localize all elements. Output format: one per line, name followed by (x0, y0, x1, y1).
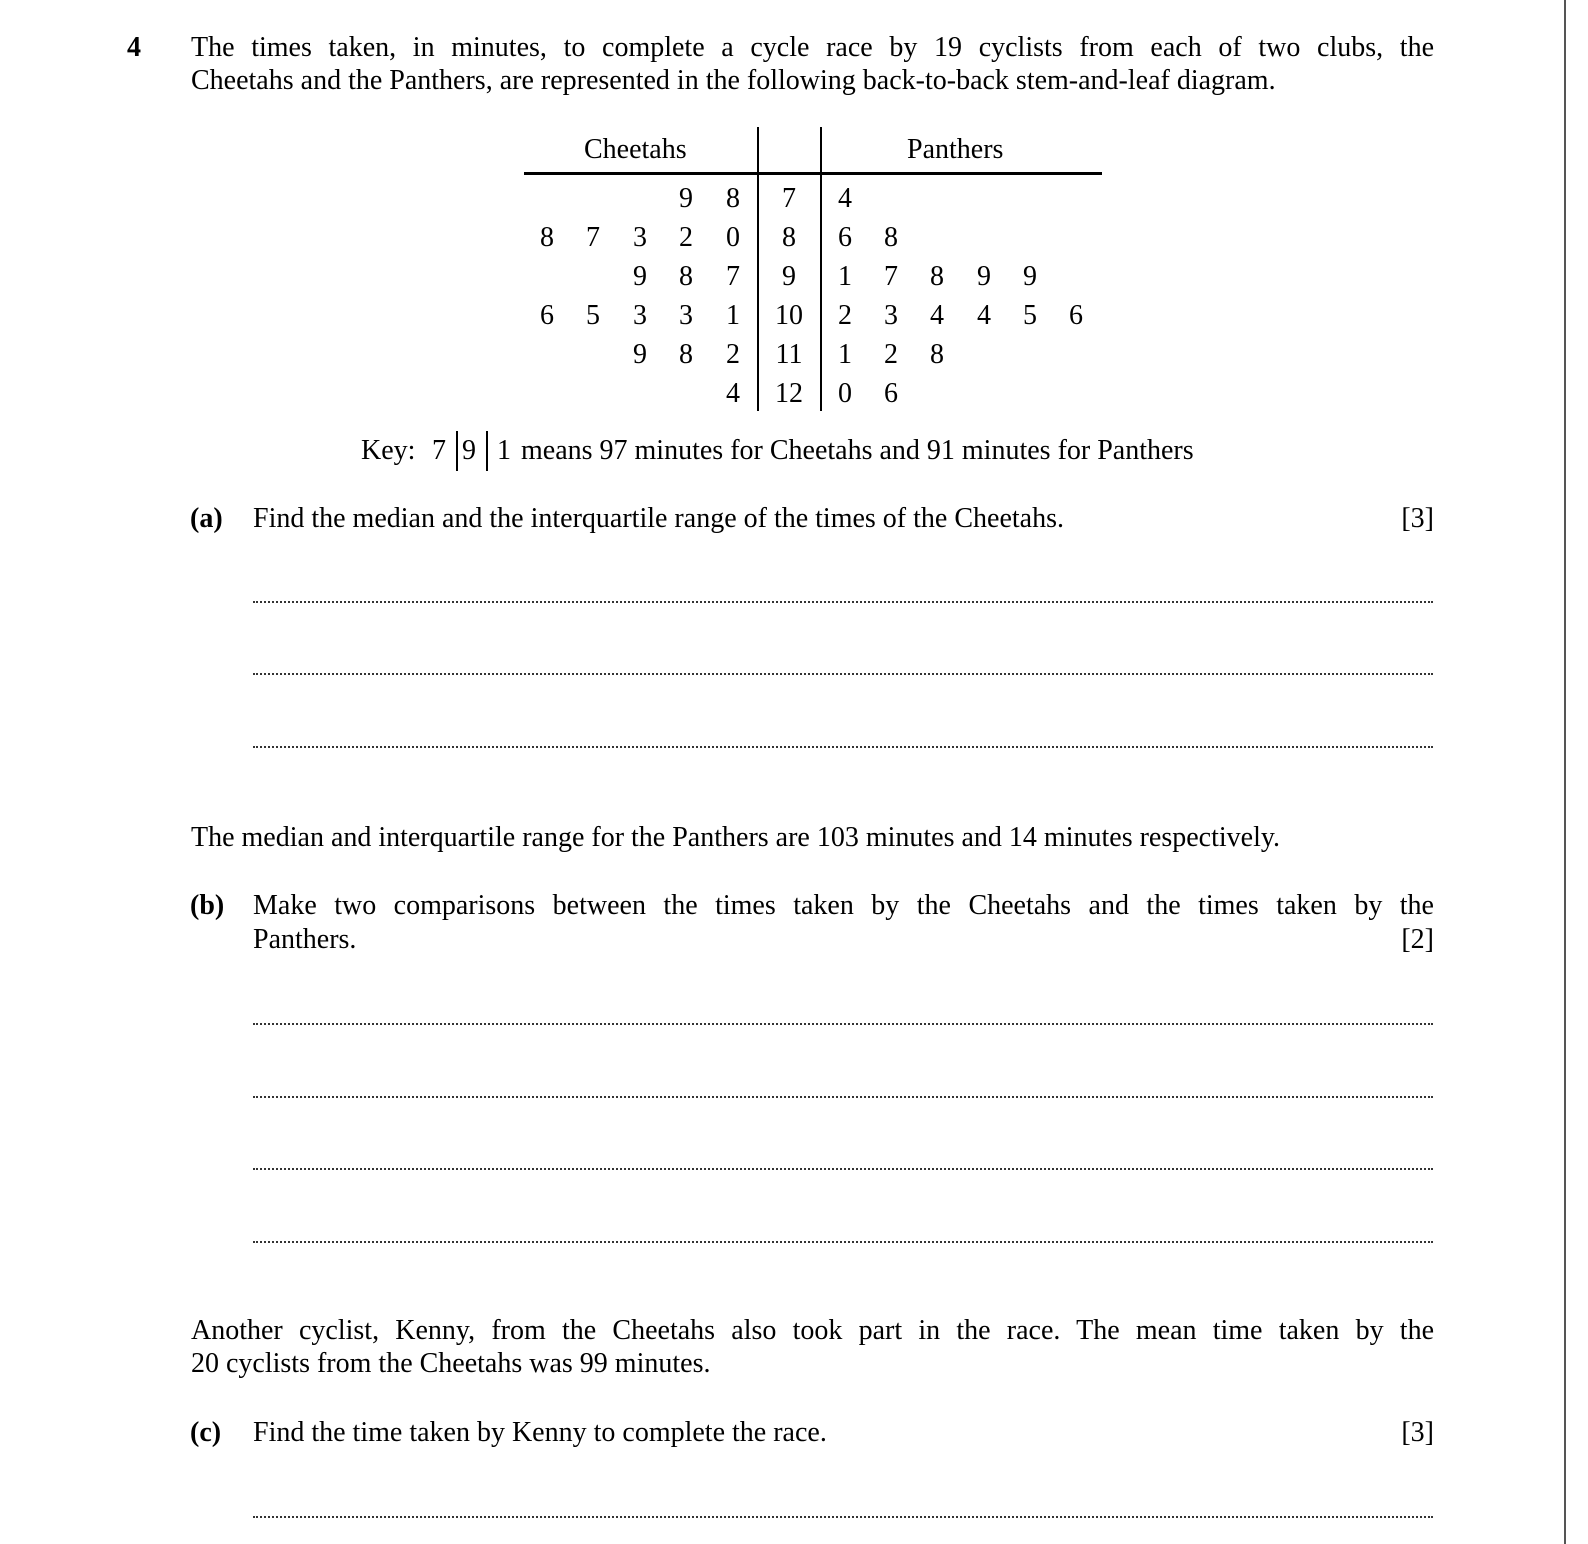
panthers-leaf: 2 (884, 339, 898, 370)
panthers-leaf: 8 (884, 222, 898, 253)
stem-value: 11 (775, 339, 803, 370)
part-a-question: Find the median and the interquartile range of the times of the Cheetahs. (253, 503, 1064, 534)
panthers-leaf: 8 (930, 339, 944, 370)
cheetahs-leaf: 6 (540, 300, 554, 331)
panthers-leaf: 2 (838, 300, 852, 331)
answer-line[interactable] (253, 673, 1433, 675)
cheetahs-leaf: 4 (726, 378, 740, 409)
page-edge (1564, 0, 1566, 1544)
panthers-header: Panthers (907, 134, 1004, 165)
cheetahs-leaf: 8 (679, 339, 693, 370)
panthers-leaf: 4 (977, 300, 991, 331)
part-c-question: Find the time taken by Kenny to complete the race. (253, 1417, 827, 1448)
part-b-question-line-2: Panthers. (253, 924, 357, 955)
key-rule-left (456, 431, 458, 471)
panthers-leaf: 5 (1023, 300, 1037, 331)
stem-value: 9 (782, 261, 796, 292)
stem-left-rule (757, 127, 759, 411)
panthers-leaf: 1 (838, 339, 852, 370)
intro-line-1: The times taken, in minutes, to complete a cycle race by 19 cyclists from each of two clubs, the (191, 32, 1434, 63)
key-text: means 97 minutes for Cheetahs and 91 minutes for Panthers (521, 435, 1194, 466)
cheetahs-leaf: 2 (726, 339, 740, 370)
header-rule (524, 172, 1102, 175)
panthers-leaf: 4 (838, 183, 852, 214)
kenny-info-line-1: Another cyclist, Kenny, from the Cheetahs also took part in the race. The mean time taken by the (191, 1315, 1434, 1346)
answer-line[interactable] (253, 1096, 1433, 1098)
kenny-info-line-2: 20 cyclists from the Cheetahs was 99 minutes. (191, 1348, 711, 1379)
part-b-question-line-1: Make two comparisons between the times taken by the Cheetahs and the times taken by the (253, 890, 1434, 921)
cheetahs-leaf: 1 (726, 300, 740, 331)
answer-line[interactable] (253, 1023, 1433, 1025)
cheetahs-leaf: 5 (586, 300, 600, 331)
stem-value: 10 (775, 300, 803, 331)
intro-line-2: Cheetahs and the Panthers, are represented in the following back-to-back stem-and-leaf diagram. (191, 65, 1276, 96)
panthers-leaf: 4 (930, 300, 944, 331)
key-rule-right (486, 431, 488, 471)
key-stem: 9 (462, 435, 476, 466)
panthers-leaf: 8 (930, 261, 944, 292)
cheetahs-leaf: 3 (679, 300, 693, 331)
part-c-marks: [3] (1401, 1417, 1434, 1448)
panthers-leaf: 7 (884, 261, 898, 292)
part-a-marks: [3] (1401, 503, 1434, 534)
panthers-leaf: 3 (884, 300, 898, 331)
panthers-leaf: 9 (1023, 261, 1037, 292)
answer-line[interactable] (253, 1241, 1433, 1243)
answer-line[interactable] (253, 1516, 1433, 1518)
cheetahs-leaf: 3 (633, 300, 647, 331)
part-b-label: (b) (190, 890, 225, 921)
panthers-leaf: 9 (977, 261, 991, 292)
cheetahs-leaf: 0 (726, 222, 740, 253)
stem-value: 8 (782, 222, 796, 253)
cheetahs-leaf: 9 (679, 183, 693, 214)
cheetahs-leaf: 7 (726, 261, 740, 292)
cheetahs-leaf: 7 (586, 222, 600, 253)
panthers-leaf: 6 (1069, 300, 1083, 331)
cheetahs-leaf: 8 (540, 222, 554, 253)
panthers-leaf: 6 (838, 222, 852, 253)
stem-value: 7 (782, 183, 796, 214)
part-c-label: (c) (190, 1417, 222, 1448)
cheetahs-leaf: 2 (679, 222, 693, 253)
cheetahs-header: Cheetahs (584, 134, 687, 165)
cheetahs-leaf: 8 (679, 261, 693, 292)
panthers-leaf: 6 (884, 378, 898, 409)
key-left-leaf: 7 (432, 435, 446, 466)
answer-line[interactable] (253, 746, 1433, 748)
cheetahs-leaf: 8 (726, 183, 740, 214)
cheetahs-leaf: 9 (633, 261, 647, 292)
cheetahs-leaf: 9 (633, 339, 647, 370)
part-a-label: (a) (190, 503, 223, 534)
question-number: 4 (127, 32, 141, 63)
panthers-info: The median and interquartile range for the Panthers are 103 minutes and 14 minutes respectively. (191, 822, 1281, 853)
key-prefix: Key: (361, 435, 416, 466)
panthers-leaf: 0 (838, 378, 852, 409)
panthers-leaf: 1 (838, 261, 852, 292)
stem-right-rule (820, 127, 822, 411)
cheetahs-leaf: 3 (633, 222, 647, 253)
part-b-marks: [2] (1401, 924, 1434, 955)
stem-value: 12 (775, 378, 803, 409)
key-right-leaf: 1 (497, 435, 511, 466)
answer-line[interactable] (253, 1168, 1433, 1170)
answer-line[interactable] (253, 601, 1433, 603)
